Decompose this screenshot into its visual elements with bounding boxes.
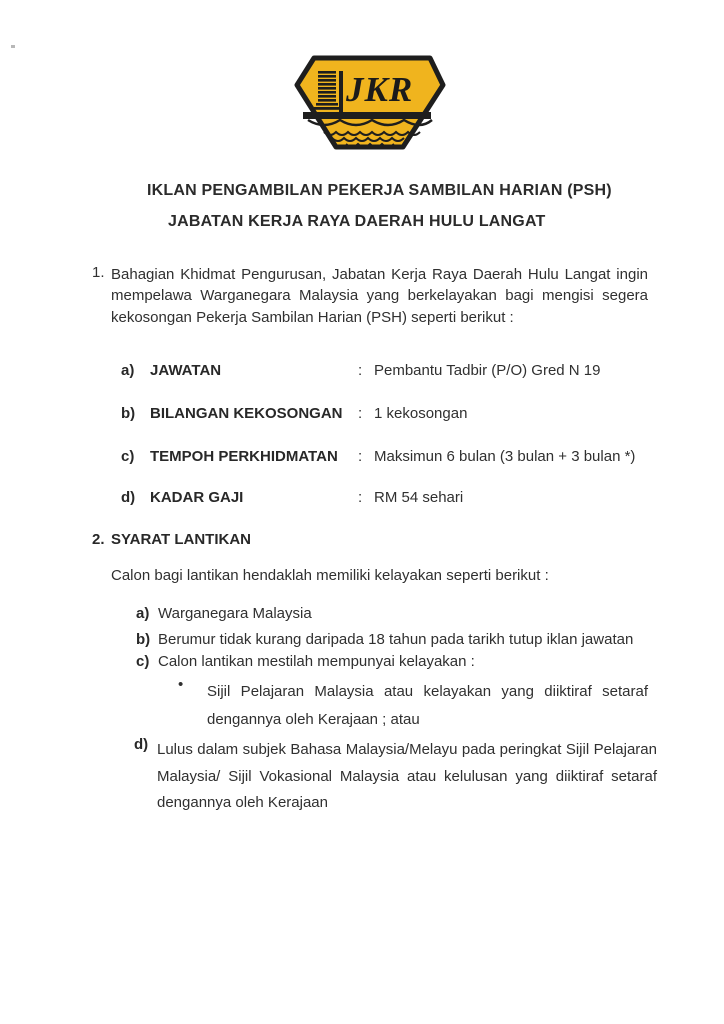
section2-number: 2. bbox=[92, 531, 105, 548]
jkr-logo bbox=[294, 54, 448, 152]
item-letter: a) bbox=[136, 605, 150, 622]
row-letter: c) bbox=[121, 448, 135, 465]
row-letter: d) bbox=[121, 489, 136, 506]
section2-heading: SYARAT LANTIKAN bbox=[111, 531, 252, 548]
row-label: TEMPOH PERKHIDMATAN bbox=[150, 448, 338, 465]
section2-intro: Calon bagi lantikan hendaklah memiliki kelayakan seperti berikut : bbox=[111, 567, 549, 584]
document-title-line2: JABATAN KERJA RAYA DAERAH HULU LANGAT bbox=[168, 213, 546, 230]
item-text: Calon lantikan mestilah mempunyai kelayakan : bbox=[158, 653, 475, 670]
jkr-logo-graphic bbox=[294, 54, 448, 152]
document-title-line1: IKLAN PENGAMBILAN PEKERJA SAMBILAN HARIAN (PSH) bbox=[147, 182, 612, 199]
row-value: Maksimun 6 bulan (3 bulan + 3 bulan *) bbox=[374, 448, 636, 465]
item-text: Berumur tidak kurang daripada 18 tahun pada tarikh tutup iklan jawatan bbox=[158, 631, 634, 648]
bridge-deck-icon bbox=[303, 112, 431, 119]
row-letter: b) bbox=[121, 405, 136, 422]
bullet-icon: • bbox=[178, 676, 184, 693]
row-colon: : bbox=[358, 405, 363, 422]
row-label: KADAR GAJI bbox=[150, 489, 244, 506]
bullet-text: Sijil Pelajaran Malaysia atau kelayakan yang diiktiraf setaraf dengannya oleh Kerajaan ; atau bbox=[207, 683, 648, 728]
scan-artifact bbox=[11, 45, 15, 48]
row-colon: : bbox=[358, 489, 363, 506]
item-letter: b) bbox=[136, 631, 151, 648]
row-colon: : bbox=[358, 362, 363, 379]
row-letter: a) bbox=[121, 362, 135, 379]
item-letter: c) bbox=[136, 653, 150, 670]
section1-intro: Bahagian Khidmat Pengurusan, Jabatan Kerja Raya Daerah Hulu Langat ingin mempelawa Warganegara Malaysia yang berkelayakan bagi mengisi segera kekosongan Pekerja Sambilan Harian (PSH) seperti berikut : bbox=[111, 266, 648, 326]
section1-number: 1. bbox=[92, 264, 105, 281]
row-value: RM 54 sehari bbox=[374, 489, 464, 506]
row-value: Pembantu Tadbir (P/O) Gred N 19 bbox=[374, 362, 601, 379]
row-label: JAWATAN bbox=[150, 362, 222, 379]
row-value: 1 kekosongan bbox=[374, 405, 468, 422]
logo-text: JKR bbox=[346, 70, 414, 109]
item-letter: d) bbox=[134, 736, 149, 753]
row-colon: : bbox=[358, 448, 363, 465]
item-text: Lulus dalam subjek Bahasa Malaysia/Melayu pada peringkat Sijil Pelajaran Malaysia/ Sijil Vokasional Malaysia atau kelulusan yang diiktiraf setaraf dengannya oleh Kerajaan bbox=[157, 741, 657, 811]
item-text: Warganegara Malaysia bbox=[158, 605, 312, 622]
row-label: BILANGAN KEKOSONGAN bbox=[150, 405, 343, 422]
